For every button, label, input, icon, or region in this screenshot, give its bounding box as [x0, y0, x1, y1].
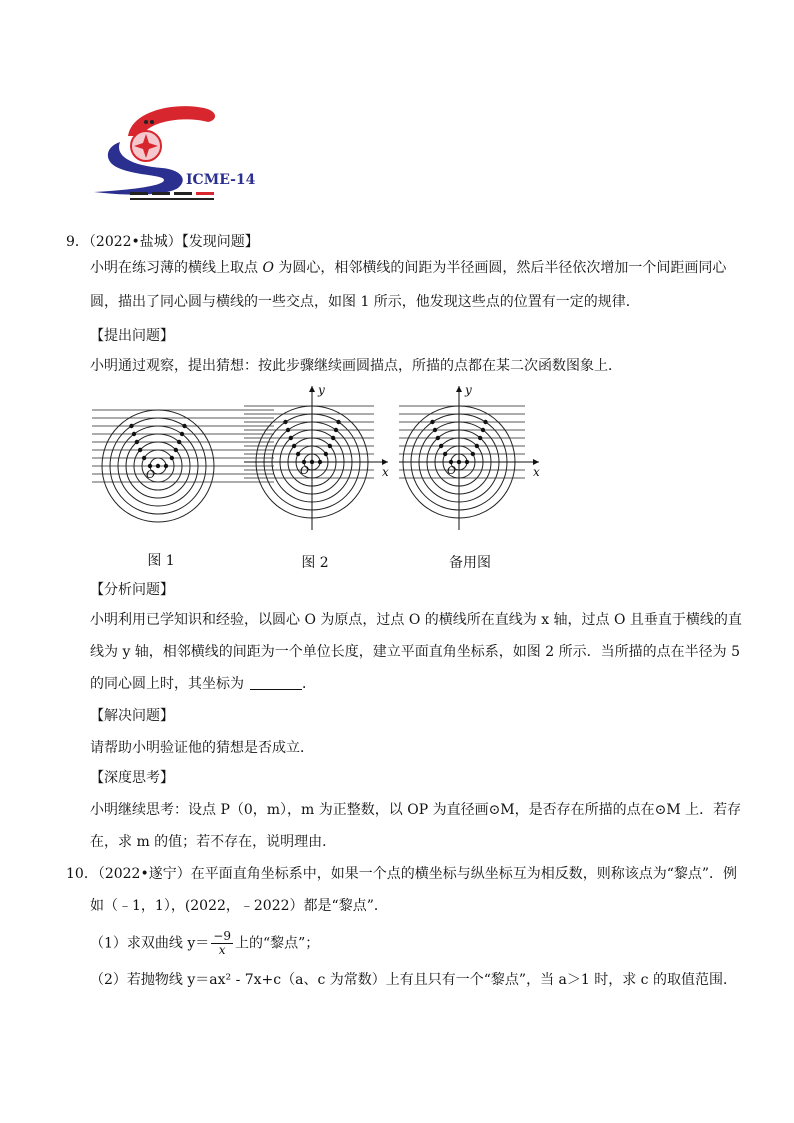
y-axis-label: y — [318, 383, 325, 397]
marked-point — [286, 428, 290, 432]
marked-point — [483, 420, 487, 424]
marked-point — [430, 420, 434, 424]
q10-p1-line2: 如（﹣1，1），(2022，﹣2022）都是“黎点”． — [90, 898, 388, 914]
q9-p1-line2: 圆，描出了同心圆与横线的一些交点，如图 1 所示，他发现这些点的位置有一定的规律． — [90, 294, 640, 310]
y-axis-label: y — [465, 383, 472, 397]
q9-p3-line1: 小明利用已学知识和经验，以圆心 O 为原点，过点 O 的横线所在直线为 x 轴，过点 O 且垂直于横线的直 — [90, 612, 742, 628]
q10-sub1: （1）求双曲线 y＝ $\frac{-9}{x}$ 上的“黎点”； — [90, 929, 320, 957]
marked-point — [142, 456, 146, 460]
marked-point — [292, 444, 296, 448]
origin-label: O — [146, 468, 156, 481]
x-axis-label: x — [533, 465, 540, 479]
marked-point — [177, 440, 181, 444]
marked-point — [182, 424, 186, 428]
q9-p5-line1: 小明继续思考：设点 P（0，m），m 为正整数，以 OP 为直径画⊙M，是否存在所描的点在⊙M 上．若存 — [90, 802, 742, 818]
marked-point — [129, 424, 133, 428]
marked-point — [439, 444, 443, 448]
marked-point — [443, 452, 447, 456]
figure-2-caption: 图 2 — [301, 555, 329, 571]
figure-1-caption: 图 1 — [147, 553, 175, 569]
marked-point — [174, 448, 178, 452]
q9-p1-line1: 小明在练习薄的横线上取点 O 为圆心，相邻横线的间距为半径画圆，然后半径依次增加一个间距画同心 — [90, 260, 727, 276]
marked-point — [180, 432, 184, 436]
q9-p2: 小明通过观察，提出猜想：按此步骤继续画圆描点，所描的点都在某二次函数图象上． — [90, 358, 622, 374]
q9-section-solve: 【解决问题】 — [90, 708, 174, 724]
marked-point — [296, 452, 300, 456]
x-axis-label: x — [382, 465, 389, 479]
marked-point — [481, 428, 485, 432]
origin-point — [156, 464, 160, 468]
q10-p1-line1: 10．（2022•遂宁）在平面直角坐标系中，如果一个点的横坐标与纵坐标互为相反数，则称该点为“黎点”．例 — [66, 866, 738, 882]
marked-point — [336, 420, 340, 424]
marked-point — [436, 436, 440, 440]
marked-point — [433, 428, 437, 432]
figure-backup-caption: 备用图 — [449, 555, 491, 571]
marked-point — [135, 440, 139, 444]
answer-blank[interactable] — [250, 675, 302, 690]
origin-label: O — [447, 464, 457, 477]
q9-section-analyze: 【分析问题】 — [90, 582, 174, 598]
logo-text: ICME-14 — [186, 172, 256, 188]
marked-point — [328, 444, 332, 448]
figure-backup — [395, 380, 555, 530]
q9-heading: 9．（2022•盐城）【发现问题】 — [66, 234, 259, 250]
q9-p3-line3: 的同心圆上时，其坐标为 ． — [90, 676, 316, 692]
fraction: $\frac{-9}{x}$ — [213, 929, 231, 957]
marked-point — [331, 436, 335, 440]
marked-point — [475, 444, 479, 448]
q9-p3-line2: 线为 y 轴，相邻横线的间距为一个单位长度，建立平面直角坐标系，如图 2 所示．当所描的点在半径为 5 — [90, 644, 740, 660]
q9-p5-line2: 在，求 m 的值；若不存在，说明理由． — [90, 834, 337, 850]
q9-p4: 请帮助小明验证他的猜想是否成立． — [90, 740, 314, 756]
marked-point — [164, 464, 168, 468]
q10-sub2: （2）若抛物线 y＝ax² - 7x+c（a、c 为常数）上有且只有一个“黎点”，当 a＞1 时，求 c 的取值范围． — [90, 972, 737, 988]
marked-point — [283, 420, 287, 424]
q9-section-deep: 【深度思考】 — [90, 770, 174, 786]
marked-point — [170, 456, 174, 460]
q9-section-propose: 【提出问题】 — [90, 328, 174, 344]
icme-logo — [86, 96, 266, 208]
marked-point — [138, 448, 142, 452]
figure-2 — [240, 380, 400, 530]
marked-point — [132, 432, 136, 436]
marked-point — [324, 452, 328, 456]
marked-point — [289, 436, 293, 440]
marked-point — [471, 452, 475, 456]
origin-label: O — [300, 464, 310, 477]
marked-point — [478, 436, 482, 440]
marked-point — [334, 428, 338, 432]
